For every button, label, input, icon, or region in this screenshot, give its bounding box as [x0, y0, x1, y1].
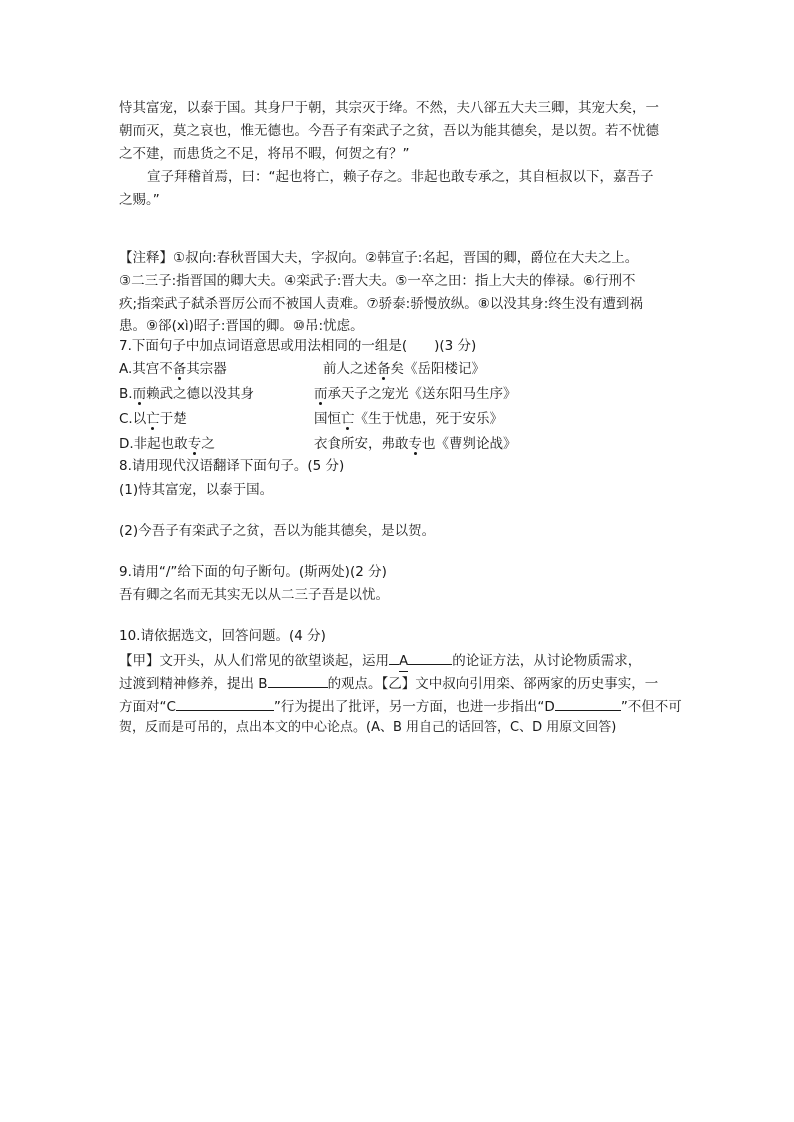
- passage-line: 之不建，而患货之不足，将吊不暇，何贺之有？”: [119, 146, 410, 162]
- q7-option-b-right: 而承天子之宠光《送东阳马生序》: [314, 386, 517, 402]
- dotted-word: 专: [408, 436, 422, 452]
- q10-stem: 10.请依据选文，回答问题。(4 分): [119, 628, 326, 644]
- q8-stem: 8.请用现代汉语翻译下面句子。(5 分): [119, 458, 345, 474]
- dotted-word: 而: [132, 386, 147, 402]
- q7-option-a-left: A.其宫不备其宗器: [119, 361, 227, 377]
- passage-line: 恃其富宠，以泰于国。其身尸于朝，其宗灭于绛。不然，夫八郤五大夫三卿，其宠大矣，一: [119, 100, 659, 116]
- dotted-word: 备: [172, 361, 187, 377]
- passage-line: 之赐。”: [119, 192, 160, 208]
- answer-blank: [555, 695, 621, 711]
- notes-line: 患。⑨郤(xì)昭子:晋国的卿。⑩吊:忧虑。: [119, 318, 364, 334]
- passage-line: 朝而灭，莫之哀也，惟无德也。今吾子有栾武子之贫，吾以为能其德矣，是以贺。若不忧德: [119, 123, 659, 139]
- answer-blank: [408, 649, 452, 665]
- dotted-word: 亡: [341, 411, 355, 427]
- dotted-word: 备: [377, 361, 391, 377]
- answer-blank: [389, 649, 399, 665]
- q7-option-d-right: 衣食所安，弗敢专也《曹刿论战》: [314, 436, 517, 452]
- q7-option-a-right: 前人之述备矣《岳阳楼记》: [323, 361, 485, 377]
- q8-sentence-2: (2)今吾子有栾武子之贫，吾以为能其德矣，是以贺。: [119, 523, 436, 539]
- passage-line: 宣子拜稽首焉，曰：“起也将亡，赖子存之。非起也敢专承之，其自桓叔以下，嘉吾子: [147, 169, 654, 185]
- q7-option-c-right: 国恒亡《生于忧患，死于安乐》: [314, 411, 503, 427]
- q10-line: 过渡到精神修养，提出 B 的观点。【乙】文中叔向引用栾、郤两家的历史事实，一: [119, 672, 658, 694]
- q10-line: 方面对“C ”行为提出了批评，另一方面，也进一步指出“D ”不但不可: [119, 695, 682, 717]
- notes-line: 【注释】①叔向:春秋晋国大夫，字叔向。②韩宣子:名起，晋国的卿，爵位在大夫之上。: [119, 250, 639, 266]
- q7-option-c-left: C.以亡于楚: [119, 411, 187, 427]
- q9-stem: 9.请用“/”给下面的句子断句。(斯两处)(2 分): [119, 564, 387, 580]
- dotted-word: 亡: [146, 411, 160, 427]
- q7-option-b-left: B.而赖武之德以没其身: [119, 386, 255, 402]
- notes-line: 疚;指栾武子弑杀晋厉公而不被国人责难。⑦骄泰:骄慢放纵。⑧以没其身:终生没有遭到祸: [119, 296, 643, 312]
- q10-line: 贺，反而是可吊的，点出本文的中心论点。(A、B 用自己的话回答，C、D 用原文回答): [119, 720, 617, 735]
- q10-line: 【甲】文开头，从人们常见的欲望谈起，运用 A 的论证方法，从讨论物质需求，: [119, 649, 641, 672]
- answer-blank: [268, 672, 328, 688]
- answer-blank: [176, 695, 274, 711]
- q9-sentence: 吾有卿之名而无其实无以从二三子吾是以忧。: [119, 587, 389, 603]
- dotted-word: 专: [187, 436, 202, 452]
- q8-sentence-1: (1)恃其富宠，以泰于国。: [119, 482, 274, 498]
- q7-option-d-left: D.非起也敢专之: [119, 436, 215, 452]
- notes-line: ③二三子:指晋国的卿大夫。④栾武子:晋大夫。⑤一卒之田：指上大夫的俸禄。⑥行刑不: [119, 273, 636, 289]
- dotted-word: 而: [314, 386, 328, 402]
- q7-stem: 7.下面句子中加点词语意思或用法相同的一组是( )(3 分): [119, 338, 477, 354]
